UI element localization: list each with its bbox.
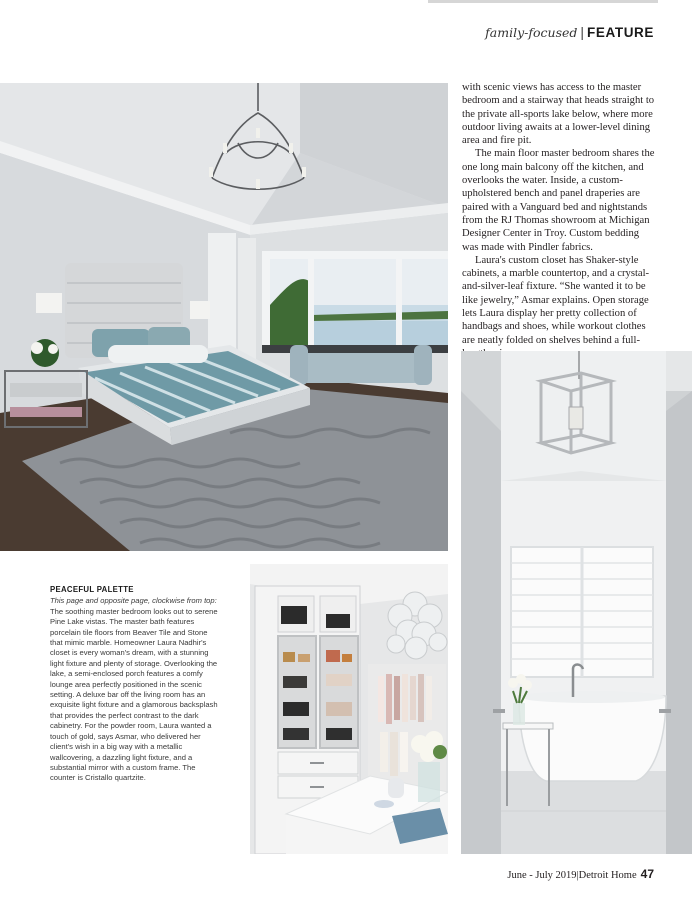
- article-paragraph: with scenic views has access to the master bedroom and a stairway that heads straight to the private all-sports lake below, where more outdoor living awaits at a lower-level dining area and fire pit.: [462, 82, 655, 147]
- master-bath-photo: [461, 351, 692, 854]
- issue-date: June - July 2019: [507, 870, 577, 881]
- section-name: family-focused: [485, 25, 578, 40]
- magazine-name: Detroit Home: [578, 870, 637, 881]
- article-body: [462, 81, 658, 387]
- article-paragraph: The main floor master bedroom shares the one long main balcony off the kitchen, and overlooks the water. Inside, a custom-upholstered bench and panel draperies are paired with a Vanguard bed and nightstands from the RJ Thomas showroom at Michigan Designer Center in Troy. Custom bedding was made with Pindler fabrics.: [462, 148, 655, 253]
- section-header: [485, 23, 654, 42]
- footer-separator: |: [576, 870, 579, 881]
- custom-closet-photo: [250, 564, 448, 854]
- article-paragraph: Laura's custom closet has Shaker-style cabinets, a marble countertop, and a crystal-and-silver-leaf fixture. “She wanted it to be like jewelry,” Asmar explains. Open storage lets Laura display her pretty collection of handbags and shoes, while workout clothes are neatly folded on shelves behind a full-: [462, 254, 650, 346]
- top-rule: [428, 0, 658, 3]
- caption-body: The soothing master bedroom looks out to serene Pine Lake vistas. The master bath features porcelain tile floors from Beaver Tile and Stone that mimic marble. Homeowner Laura Nadhir's closet is every woman's dream, with a stunning light fixture and plenty of storage. Overlooking the lake, a semi-enclosed porch features a comfy lounge area perfectly positioned in the scenic setting. A deluxe bar off the living room has an exquisite light fixture and a glamorous backsplash that provides the perfect contrast to the dark cabinetry. For the powder room, Laura wanted a touch of gold, says Asmar, who delivered her client's wish in a big way with a metallic wallcovering, a dazzling light fixture, and a substantial mirror with a custom frame. The counter is Cristallo quartzite.: [50, 606, 218, 783]
- feature-label: FEATURE: [587, 25, 654, 40]
- photo-caption: [50, 585, 222, 784]
- master-bedroom-photo: [0, 83, 448, 551]
- caption-heading: PEACEFUL PALETTE: [50, 585, 134, 594]
- caption-lead: This page and opposite page, clockwise from top:: [50, 596, 217, 606]
- header-separator: |: [580, 24, 585, 40]
- page-footer: [507, 867, 654, 881]
- page-number: 47: [640, 867, 654, 881]
